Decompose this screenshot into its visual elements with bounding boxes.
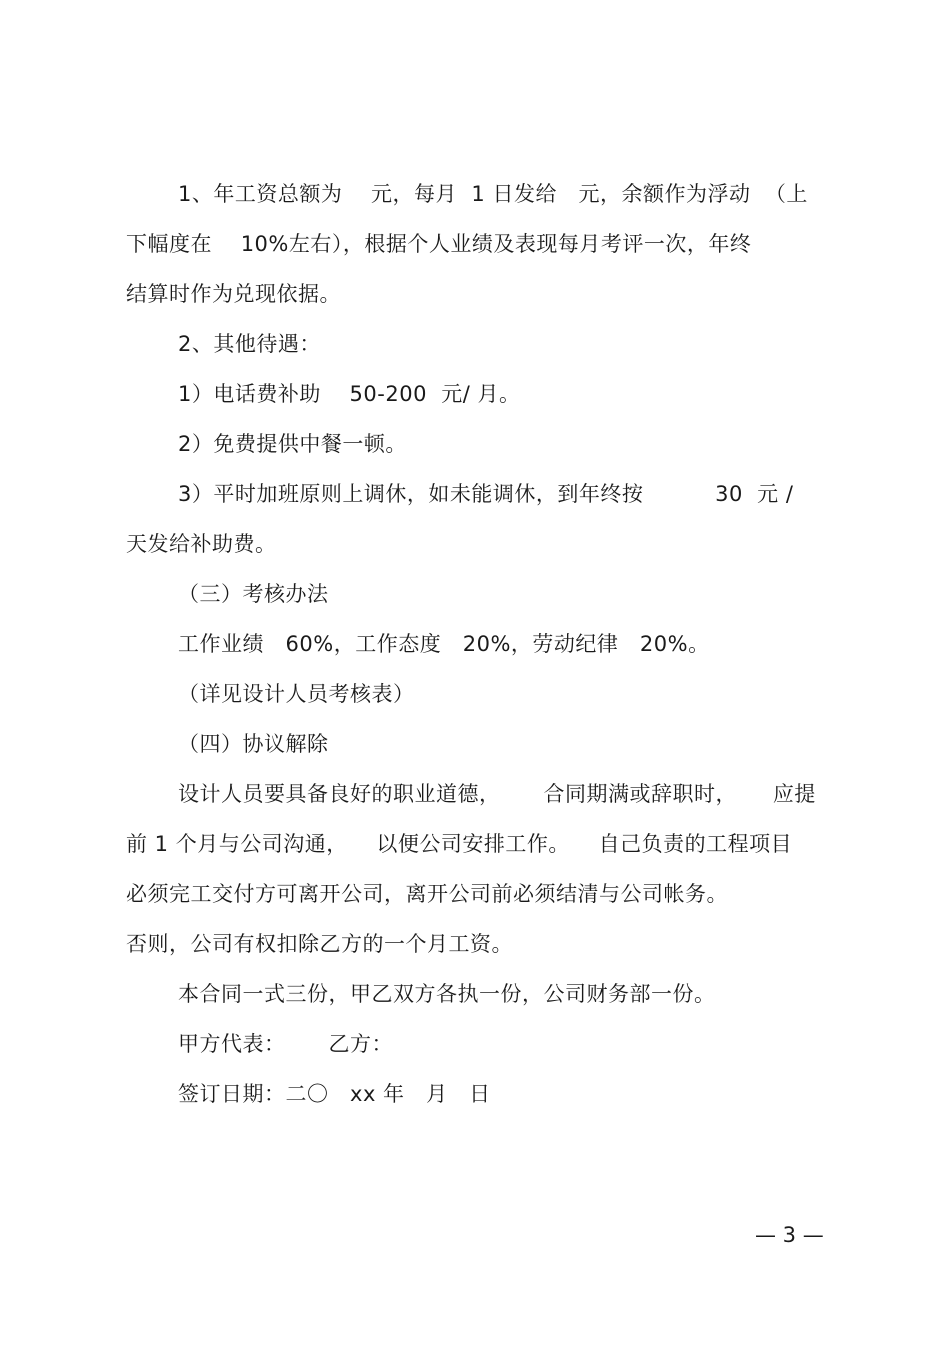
paragraph-line: 结算时作为兑现依据。	[126, 282, 341, 306]
paragraph-line: 工作业绩 60%，工作态度 20%，劳动纪律 20%。	[178, 632, 710, 656]
date-line: 签订日期：二〇 xx 年 月 日	[178, 1082, 491, 1106]
paragraph-line: 否则，公司有权扣除乙方的一个月工资。	[126, 932, 513, 956]
paragraph-line: 1）电话费补助 50-200 元/ 月。	[178, 382, 521, 406]
paragraph-line: 设计人员要具备良好的职业道德， 合同期满或辞职时， 应提	[178, 782, 816, 806]
paragraph-line: 1、年工资总额为 元，每月 1 日发给 元，余额作为浮动 （上	[178, 182, 808, 206]
paragraph-line: 必须完工交付方可离开公司，离开公司前必须结清与公司帐务。	[126, 882, 728, 906]
paragraph-line: （详见设计人员考核表）	[178, 682, 415, 706]
paragraph-line: 3）平时加班原则上调休，如未能调休，到年终按 30 元 /	[178, 482, 794, 506]
section-heading: （三）考核办法	[178, 582, 329, 606]
signature-line: 甲方代表： 乙方：	[178, 1032, 394, 1056]
paragraph-line: 2、其他待遇：	[178, 332, 321, 356]
paragraph-line: 天发给补助费。	[126, 532, 277, 556]
section-heading: （四）协议解除	[178, 732, 329, 756]
paragraph-line: 下幅度在 10%左右），根据个人业绩及表现每月考评一次，年终	[126, 232, 752, 256]
paragraph-line: 2）免费提供中餐一顿。	[178, 432, 407, 456]
page-number: — 3 —	[755, 1223, 824, 1247]
paragraph-line: 本合同一式三份，甲乙双方各执一份，公司财务部一份。	[178, 982, 716, 1006]
paragraph-line: 前 1 个月与公司沟通， 以便公司安排工作。 自己负责的工程项目	[126, 832, 793, 856]
